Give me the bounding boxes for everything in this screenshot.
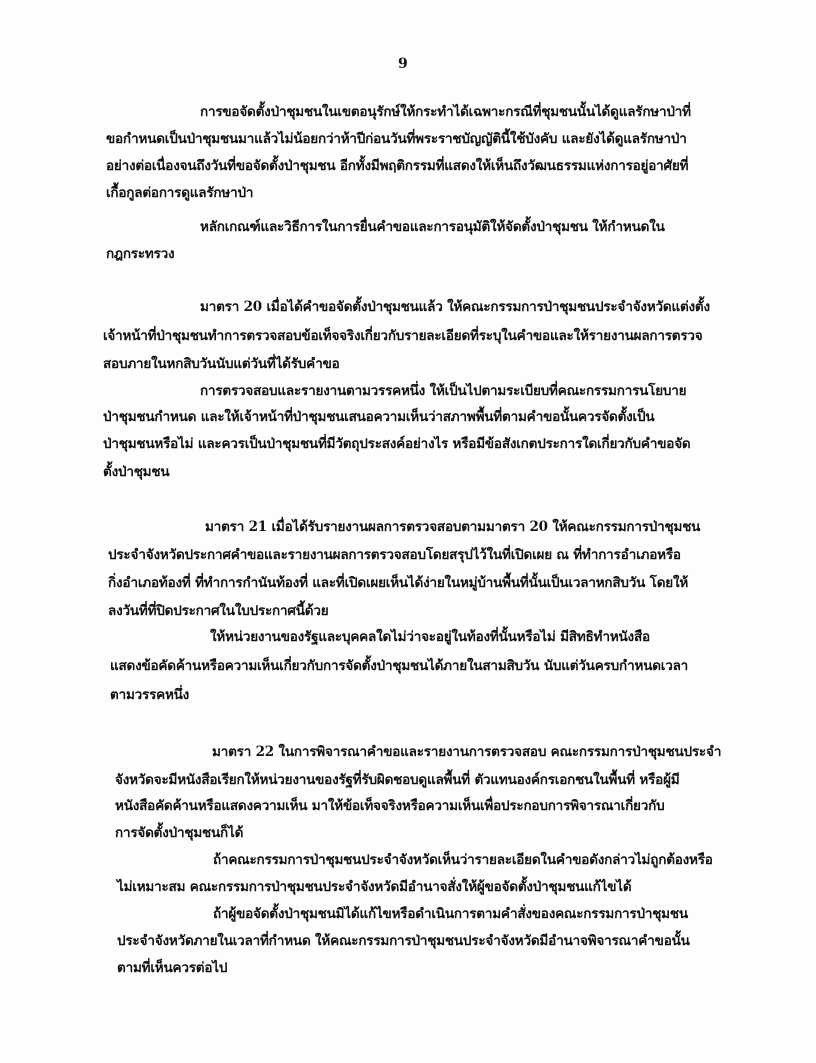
paragraph-5-line-2: ตามวรรคหนึ่ง [110, 687, 190, 703]
paragraph-0-line-0: การขอจัดตั้งป่าชุมชนในเขตอนุรักษ์ให้กระทำได้เฉพาะกรณีที่ชุมชนนั้นได้ดูแลรักษาป่าที่ [200, 104, 691, 120]
paragraph-6-line-0: มาตรา 22 ในการพิจารณาคำขอและรายงานการตรวจสอบ คณะกรรมการป่าชุมชนประจำ [212, 744, 722, 760]
paragraph-0-line-2: อย่างต่อเนื่องจนถึงวันที่ขอจัดตั้งป่าชุมชน อีกทั้งมีพฤติกรรมที่แสดงให้เห็นถึงวัฒนธรรมแห่งการอยู่อาศัยที่ [106, 158, 689, 174]
paragraph-8-line-2: ตามที่เห็นควรต่อไป [117, 960, 228, 976]
paragraph-4-line-3: ลงวันที่ที่ปิดประกาศในใบประกาศนี้ด้วย [108, 603, 329, 619]
paragraph-4-line-1: ประจำจังหวัดประกาศคำขอและรายงานผลการตรวจสอบโดยสรุปไว้ในที่เปิดเผย ณ ที่ทำการอำเภอหรือ [108, 547, 681, 563]
paragraph-7-line-0: ถ้าคณะกรรมการป่าชุมชนประจำจังหวัดเห็นว่ารายละเอียดในคำขอดังกล่าวไม่ถูกต้องหรือ [213, 852, 713, 868]
paragraph-3-line-3: ตั้งป่าชุมชน [103, 464, 170, 480]
paragraph-5-line-0: ให้หน่วยงานของรัฐและบุคคลใดไม่ว่าจะอยู่ในท้องที่นั้นหรือไม่ มีสิทธิทำหนังสือ [210, 629, 650, 645]
paragraph-2-line-2: สอบภายในหกสิบวันนับแต่วันที่ได้รับคำขอ [103, 356, 340, 372]
page-number: 9 [398, 56, 408, 72]
paragraph-1-line-1: กฎกระทรวง [106, 246, 175, 262]
paragraph-7-line-1: ไม่เหมาะสม คณะกรรมการป่าชุมชนประจำจังหวัดมีอำนาจสั่งให้ผู้ขอจัดตั้งป่าชุมชนแก้ไขได้ [117, 879, 632, 895]
paragraph-3-line-0: การตรวจสอบและรายงานตามวรรคหนึ่ง ให้เป็นไปตามระเบียบที่คณะกรรมการนโยบาย [200, 383, 687, 399]
paragraph-6-line-1: จังหวัดจะมีหนังสือเรียกให้หน่วยงานของรัฐที่รับผิดชอบดูแลพื้นที่ ตัวแทนองค์กรเอกชนในพื้นที่ หรือผู้มี [115, 772, 680, 788]
paragraph-8-line-1: ประจำจังหวัดภายในเวลาที่กำหนด ให้คณะกรรมการป่าชุมชนประจำจังหวัดมีอำนาจพิจารณาคำขอนั้น [117, 933, 690, 949]
paragraph-0-line-1: ขอกำหนดเป็นป่าชุมชนมาแล้วไม่น้อยกว่าห้าปีก่อนวันที่พระราชบัญญัตินี้ใช้บังคับ และยังได้ดูแลรักษาป่า [106, 131, 687, 147]
paragraph-8-line-0: ถ้าผู้ขอจัดตั้งป่าชุมชนมิได้แก้ไขหรือดำเนินการตามคำสั่งของคณะกรรมการป่าชุมชน [213, 906, 688, 922]
paragraph-3-line-2: ป่าชุมชนหรือไม่ และควรเป็นป่าชุมชนที่มีวัตถุประสงค์อย่างไร หรือมีข้อสังเกตประการใดเกี่ยวกับคำขอจัด [103, 436, 691, 452]
paragraph-6-line-3: การจัดตั้งป่าชุมชนก็ได้ [115, 825, 244, 841]
paragraph-5-line-1: แสดงข้อคัดค้านหรือความเห็นเกี่ยวกับการจัดตั้งป่าชุมชนได้ภายในสามสิบวัน นับแต่วันครบกำหนดเวลา [110, 658, 689, 674]
paragraph-4-line-0: มาตรา 21 เมื่อได้รับรายงานผลการตรวจสอบตามมาตรา 20 ให้คณะกรรมการป่าชุมชน [205, 519, 701, 535]
paragraph-2-line-0: มาตรา 20 เมื่อได้คำขอจัดตั้งป่าชุมชนแล้ว ให้คณะกรรมการป่าชุมชนประจำจังหวัดแต่งตั้ง [200, 299, 710, 315]
paragraph-2-line-1: เจ้าหน้าที่ป่าชุมชนทำการตรวจสอบข้อเท็จจริงเกี่ยวกับรายละเอียดที่ระบุในคำขอและให้รายงานผลการตรวจ [103, 328, 703, 344]
paragraph-1-line-0: หลักเกณฑ์และวิธีการในการยื่นคำขอและการอนุมัติให้จัดตั้งป่าชุมชน ให้กำหนดใน [200, 219, 665, 235]
paragraph-3-line-1: ป่าชุมชนกำหนด และให้เจ้าหน้าที่ป่าชุมชนเสนอความเห็นว่าสภาพพื้นที่ตามคำขอนั้นควรจัดตั้งเป็น [103, 409, 655, 425]
paragraph-4-line-2: กิ่งอำเภอท้องที่ ที่ทำการกำนันท้องที่ และที่เปิดเผยเห็นได้ง่ายในหมู่บ้านพื้นที่นั้นเป็นเวลาหกสิบวัน โดยให้ [108, 575, 689, 591]
paragraph-6-line-2: หนังสือคัดค้านหรือแสดงความเห็น มาให้ข้อเท็จจริงหรือความเห็นเพื่อประกอบการพิจารณาเกี่ยวกับ [115, 798, 665, 814]
paragraph-0-line-3: เกื้อกูลต่อการดูแลรักษาป่า [106, 185, 254, 201]
